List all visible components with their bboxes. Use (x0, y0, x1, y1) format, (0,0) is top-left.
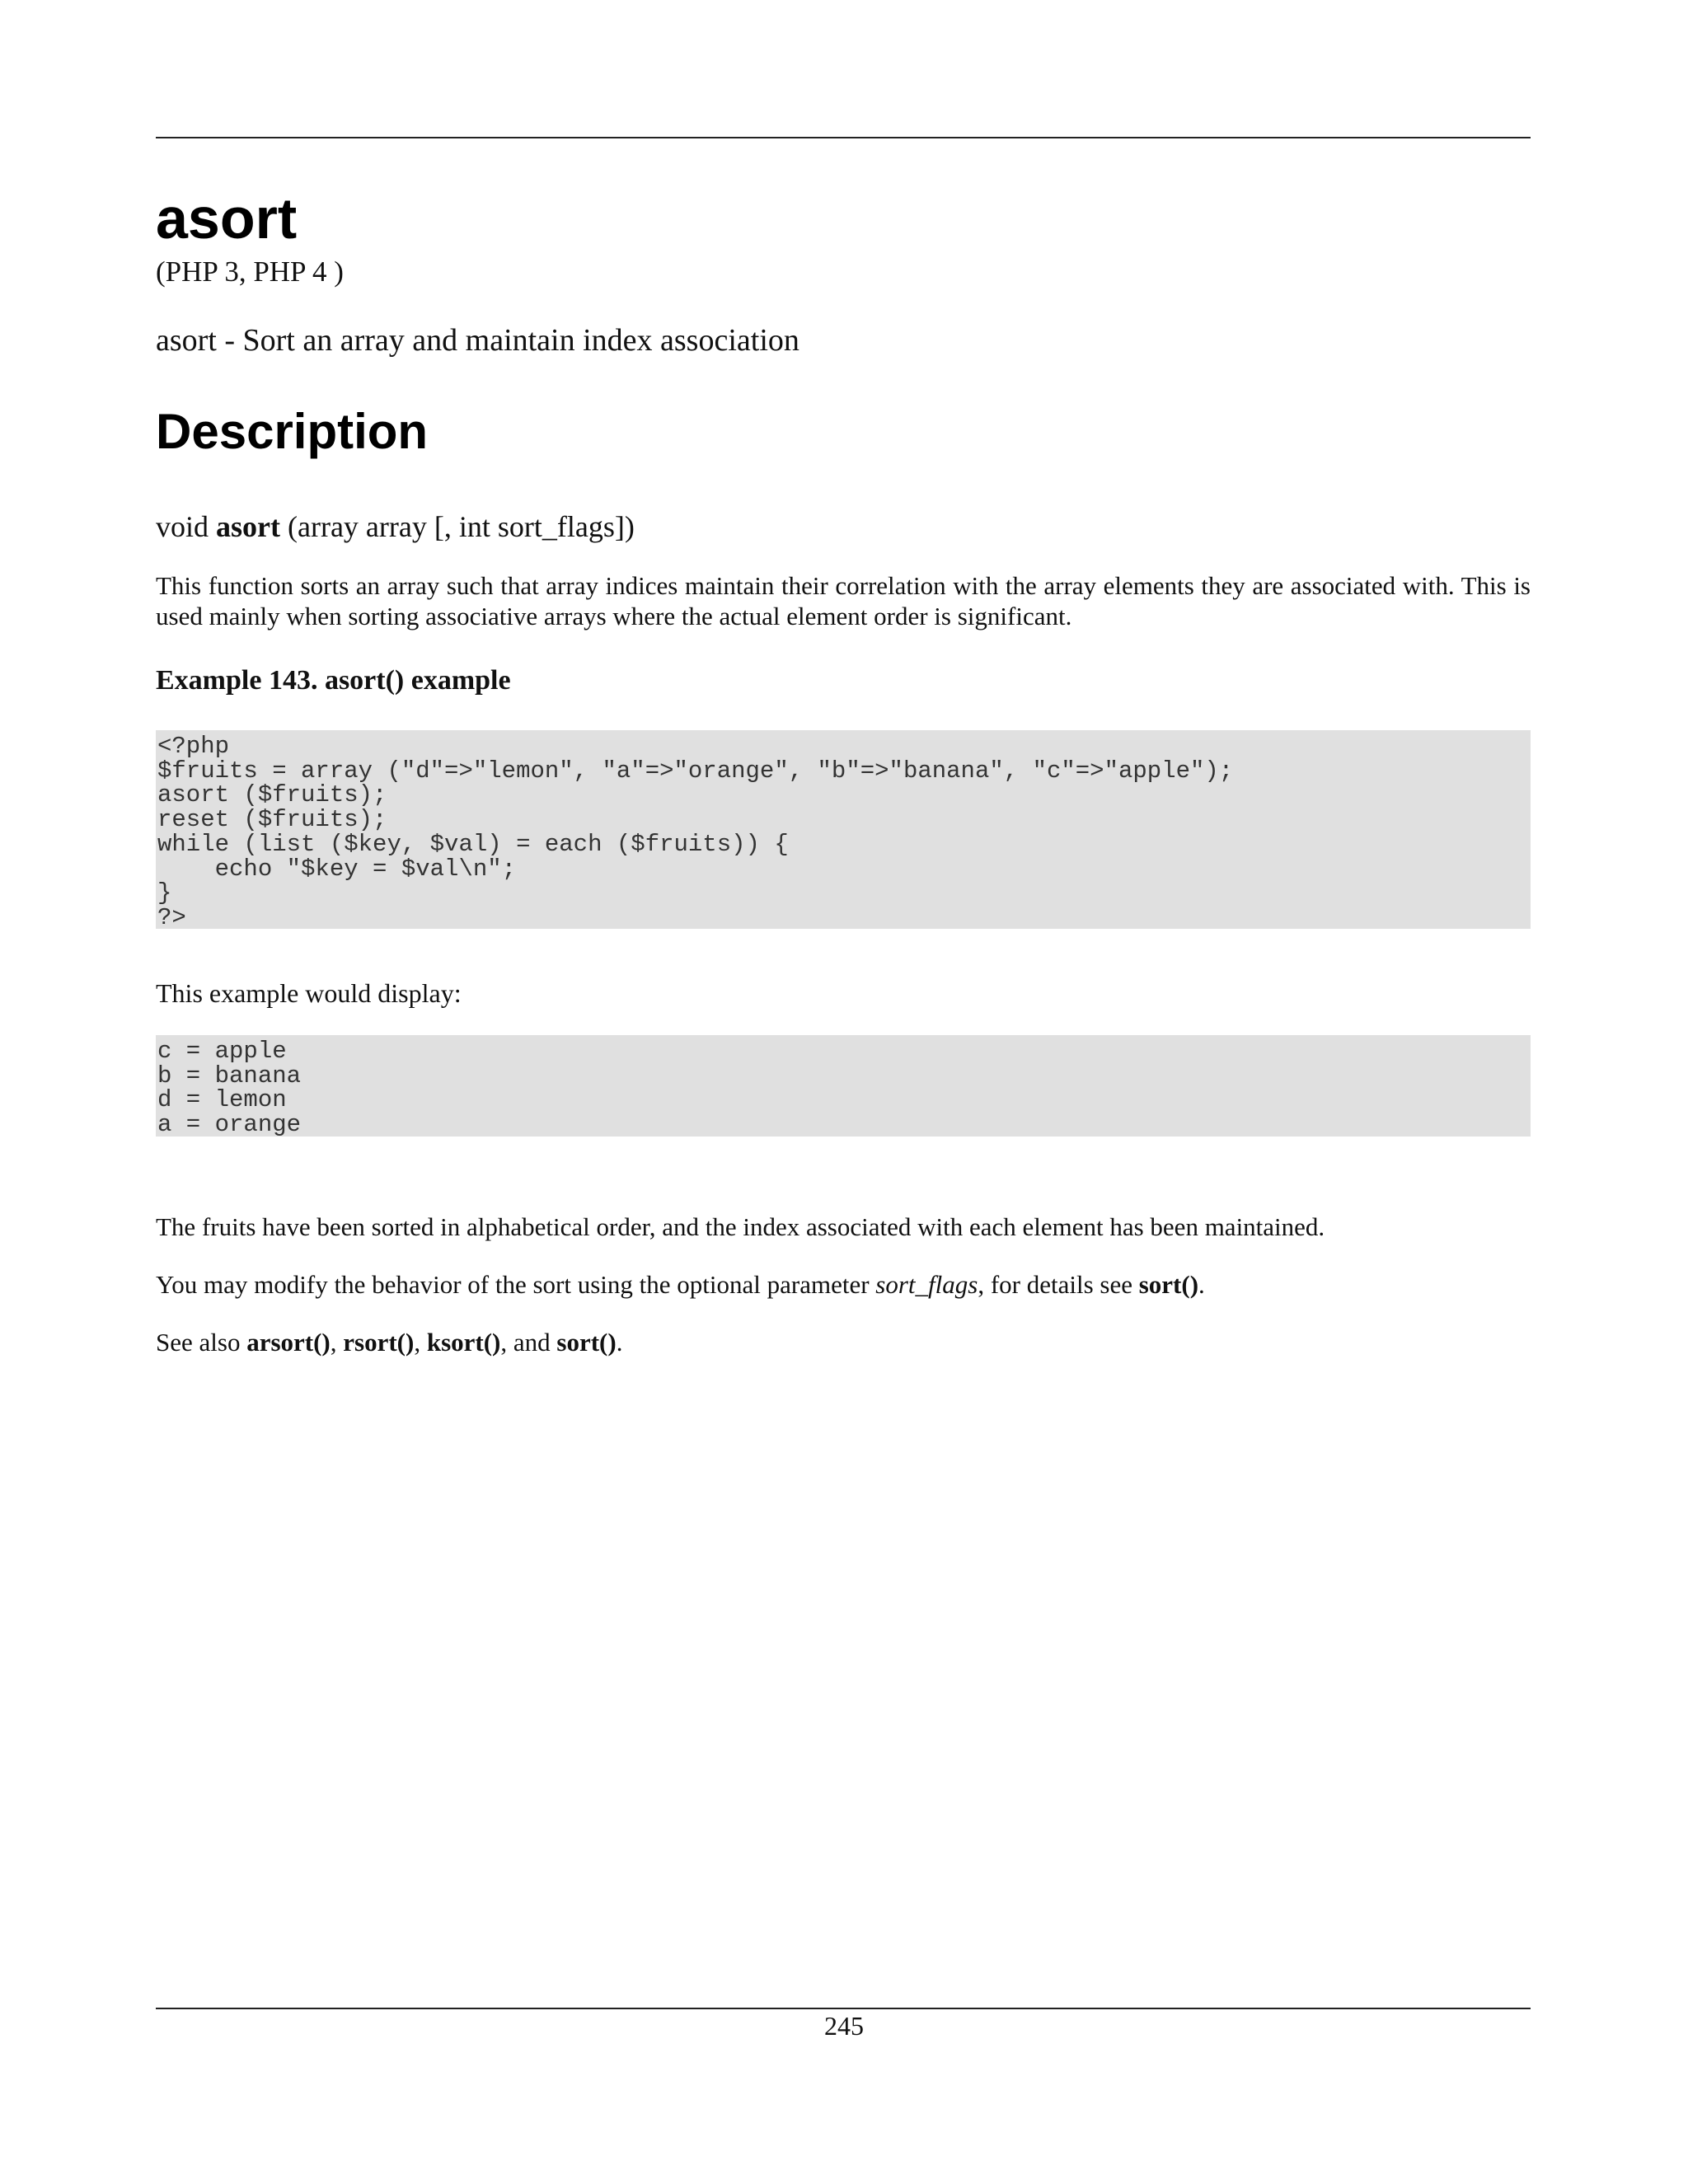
arsort-link[interactable]: arsort() (246, 1328, 331, 1357)
see-also-separator: , and (500, 1328, 557, 1357)
footer-rule (156, 2008, 1531, 2009)
modify-note (156, 1269, 1531, 1300)
code-line: reset ($fruits); (157, 806, 387, 834)
function-synopsis (156, 510, 635, 544)
synopsis-arguments: (array array [, int sort_flags]) (280, 510, 635, 543)
sort-function-link[interactable]: sort() (1138, 1270, 1199, 1299)
page-title: asort (156, 186, 298, 251)
sort-link[interactable]: sort() (556, 1328, 617, 1357)
example-code-block (156, 730, 1531, 929)
see-also-text: See also (156, 1328, 247, 1357)
sort-flags-parameter: sort_flags (875, 1270, 978, 1299)
example-output-block (156, 1035, 1531, 1137)
header-rule (156, 137, 1531, 138)
code-line: <?php (157, 733, 230, 760)
description-heading: Description (156, 404, 429, 459)
page-number: 245 (824, 2011, 864, 2041)
code-line: echo "$key = $val\n"; (157, 855, 517, 883)
sorted-note: The fruits have been sorted in alphabetical order, and the index associated with each element has been maintained. (156, 1212, 1325, 1241)
code-line: asort ($fruits); (157, 781, 387, 809)
modify-text: . (1198, 1270, 1205, 1299)
code-line: } (157, 879, 172, 907)
see-also-text: . (616, 1328, 623, 1357)
see-also-separator: , (330, 1328, 344, 1357)
example-title: Example 143. asort() example (156, 665, 511, 696)
output-line: b = banana (157, 1062, 302, 1090)
output-line: d = lemon (157, 1086, 287, 1114)
modify-text: You may modify the behavior of the sort using the optional parameter (156, 1270, 876, 1299)
code-line: while (list ($key, $val) = each ($fruits)) { (157, 830, 789, 858)
rsort-link[interactable]: rsort() (343, 1328, 415, 1357)
php-versions: (PHP 3, PHP 4 ) (156, 255, 344, 288)
see-also-separator: , (414, 1328, 427, 1357)
see-also-note (156, 1327, 1531, 1357)
code-line: ?> (157, 903, 186, 931)
output-line: a = orange (157, 1111, 302, 1139)
function-purpose: asort - Sort an array and maintain index association (156, 323, 799, 358)
display-label: This example would display: (156, 978, 462, 1008)
synopsis-function-name: asort (216, 510, 280, 543)
description-paragraph: This function sorts an array such that array indices maintain their correlation with the array elements they are associated with. This is used mainly when sorting associative arrays where the actual element order is significant. (156, 571, 1531, 630)
output-line: c = apple (157, 1038, 287, 1065)
code-line: $fruits = array ("d"=>"lemon", "a"=>"orange", "b"=>"banana", "c"=>"apple"); (157, 757, 1234, 785)
modify-text: , for details see (978, 1270, 1139, 1299)
ksort-link[interactable]: ksort() (426, 1328, 501, 1357)
synopsis-return-type: void (156, 510, 217, 543)
